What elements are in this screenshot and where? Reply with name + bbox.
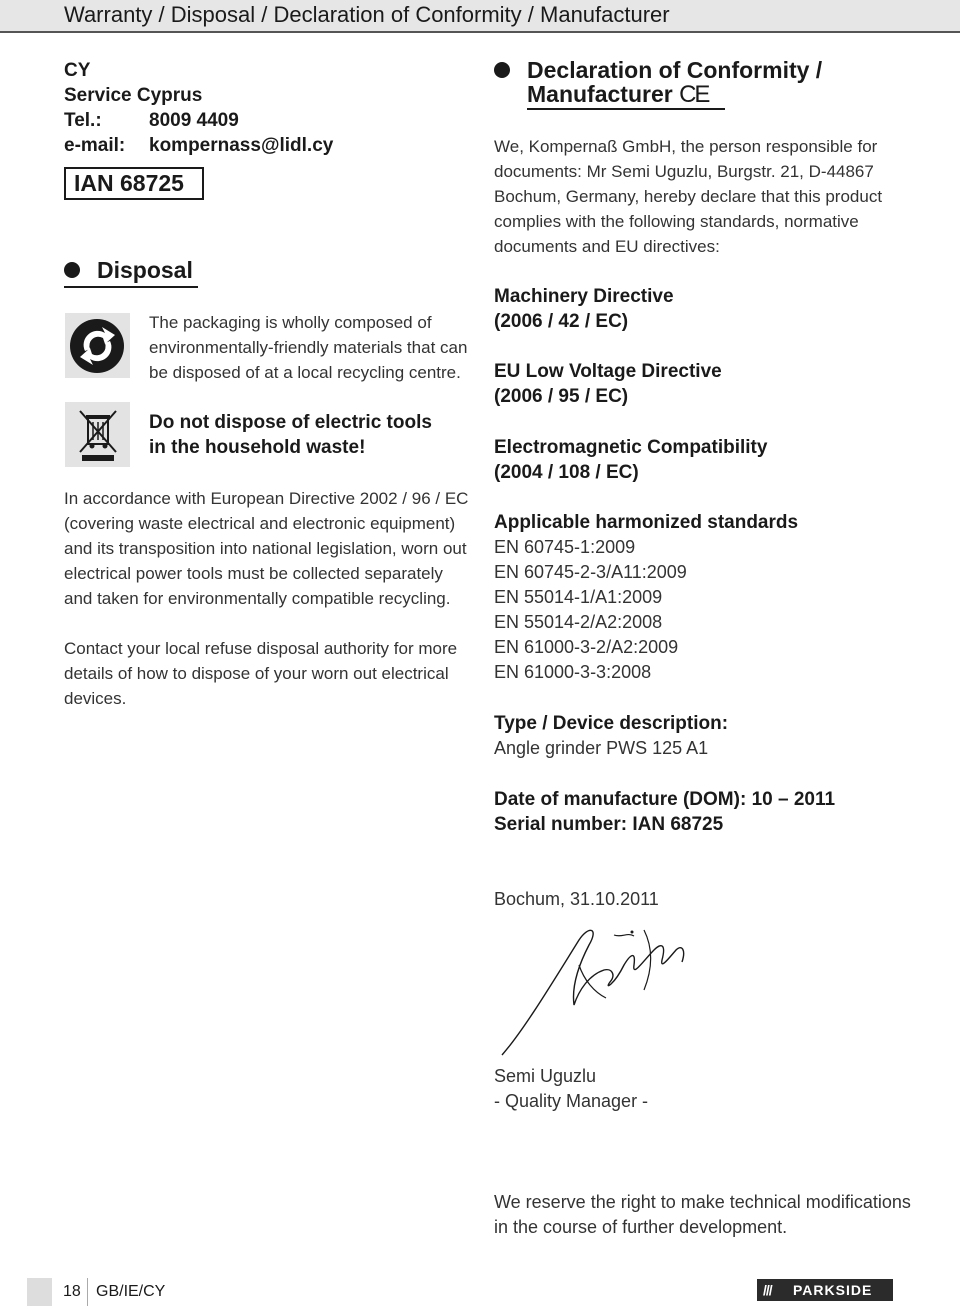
signer-role: - Quality Manager - bbox=[494, 1091, 649, 1111]
directive-line: and its transposition into national legislation, worn out bbox=[64, 539, 467, 558]
logo-slashes: /// bbox=[763, 1282, 772, 1298]
directive-emc bbox=[494, 435, 767, 485]
contact-line: details of how to dispose of your worn out electrical bbox=[64, 664, 449, 683]
warning-text bbox=[149, 410, 432, 460]
bullet-icon bbox=[494, 62, 510, 78]
directive-machinery bbox=[494, 284, 674, 334]
conformity-title-line1: Declaration of Conformity / bbox=[527, 57, 823, 83]
service-tel-label: Tel.: bbox=[64, 110, 102, 131]
parkside-logo bbox=[757, 1279, 893, 1301]
type-label: Type / Device description: bbox=[494, 713, 729, 734]
footer-language: GB/IE/CY bbox=[96, 1283, 166, 1300]
directive-line: electrical power tools must be collected separately bbox=[64, 564, 443, 583]
disposal-title: Disposal bbox=[97, 257, 193, 283]
directive-line: (covering waste electrical and electronic equipment) bbox=[64, 514, 456, 533]
service-name: Service Cyprus bbox=[64, 85, 203, 106]
type-value: Angle grinder PWS 125 A1 bbox=[494, 738, 709, 758]
signature-image bbox=[494, 920, 694, 1060]
warning-line: Do not dispose of electric tools bbox=[149, 412, 432, 433]
standards-list bbox=[494, 535, 687, 685]
warning-line: in the household waste! bbox=[149, 437, 366, 458]
packaging-text bbox=[149, 310, 479, 385]
directive-line: In accordance with European Directive 2002 / 96 / EC bbox=[64, 489, 469, 508]
reserve-note bbox=[494, 1190, 914, 1240]
standard-item: EN 55014-2/A2:2008 bbox=[494, 612, 663, 632]
directive-low-voltage bbox=[494, 359, 722, 409]
directive-name: EU Low Voltage Directive bbox=[494, 361, 722, 382]
recycle-icon bbox=[65, 313, 130, 378]
standard-item: EN 61000-3-2/A2:2009 bbox=[494, 637, 679, 657]
standard-item: EN 60745-1:2009 bbox=[494, 537, 636, 557]
reserve-line: in the course of further development. bbox=[494, 1217, 788, 1237]
conformity-title-manufacturer: Manufacturer bbox=[527, 81, 673, 107]
contact-paragraph bbox=[64, 636, 474, 711]
signer-name: Semi Uguzlu bbox=[494, 1066, 597, 1086]
intro-line: Bochum, Germany, hereby declare that this product bbox=[494, 187, 883, 206]
contact-line: Contact your local refuse disposal authority for more bbox=[64, 639, 458, 658]
place-date: Bochum, 31.10.2011 bbox=[494, 889, 659, 909]
directive-name: Electromagnetic Compatibility bbox=[494, 437, 768, 458]
serial-number: Serial number: IAN 68725 bbox=[494, 814, 724, 835]
directive-line: and taken for environmentally compatible recycling. bbox=[64, 589, 451, 608]
page-header-title: Warranty / Disposal / Declaration of Conformity / Manufacturer bbox=[64, 2, 670, 27]
reserve-line: We reserve the right to make technical modifications bbox=[494, 1192, 911, 1212]
directive-code: (2006 / 42 / EC) bbox=[494, 311, 629, 332]
header-divider bbox=[0, 31, 960, 33]
page-number: 18 bbox=[63, 1283, 81, 1300]
directive-code: (2006 / 95 / EC) bbox=[494, 386, 629, 407]
service-email-value: kompernass@lidl.cy bbox=[149, 135, 334, 156]
contact-line: devices. bbox=[64, 689, 127, 708]
service-email-label: e-mail: bbox=[64, 135, 126, 156]
directive-name: Machinery Directive bbox=[494, 286, 674, 307]
conformity-title-line2 bbox=[527, 80, 708, 109]
standard-item: EN 61000-3-3:2008 bbox=[494, 662, 652, 682]
service-country: CY bbox=[64, 60, 91, 81]
directive-code: (2004 / 108 / EC) bbox=[494, 462, 639, 483]
packaging-line: be disposed of at a local recycling centre. bbox=[149, 363, 461, 382]
intro-line: complies with the following standards, normative bbox=[494, 212, 859, 231]
standard-item: EN 60745-2-3/A11:2009 bbox=[494, 562, 687, 582]
intro-line: documents: Mr Semi Uguzlu, Burgstr. 21, D-44867 bbox=[494, 162, 874, 181]
ce-mark-icon: CE bbox=[679, 81, 709, 108]
date-of-manufacture: Date of manufacture (DOM): 10 – 2011 bbox=[494, 789, 836, 810]
crossed-bin-icon bbox=[65, 402, 130, 467]
logo-text: PARKSIDE bbox=[793, 1282, 873, 1298]
disposal-title-underline bbox=[64, 286, 198, 288]
intro-line: documents and EU directives: bbox=[494, 237, 720, 256]
directive-paragraph bbox=[64, 486, 474, 611]
footer-marker bbox=[27, 1278, 52, 1306]
packaging-line: The packaging is wholly composed of bbox=[149, 313, 432, 332]
bullet-icon bbox=[64, 262, 80, 278]
packaging-line: environmentally-friendly materials that can bbox=[149, 338, 468, 357]
ian-badge: IAN 68725 bbox=[64, 167, 204, 200]
standard-item: EN 55014-1/A1:2009 bbox=[494, 587, 663, 607]
conformity-intro bbox=[494, 134, 914, 259]
footer-separator bbox=[87, 1278, 88, 1306]
service-tel-value: 8009 4409 bbox=[149, 110, 239, 131]
intro-line: We, Kompernaß GmbH, the person responsible for bbox=[494, 137, 878, 156]
standards-title: Applicable harmonized standards bbox=[494, 512, 799, 533]
conformity-title-underline bbox=[527, 108, 725, 110]
